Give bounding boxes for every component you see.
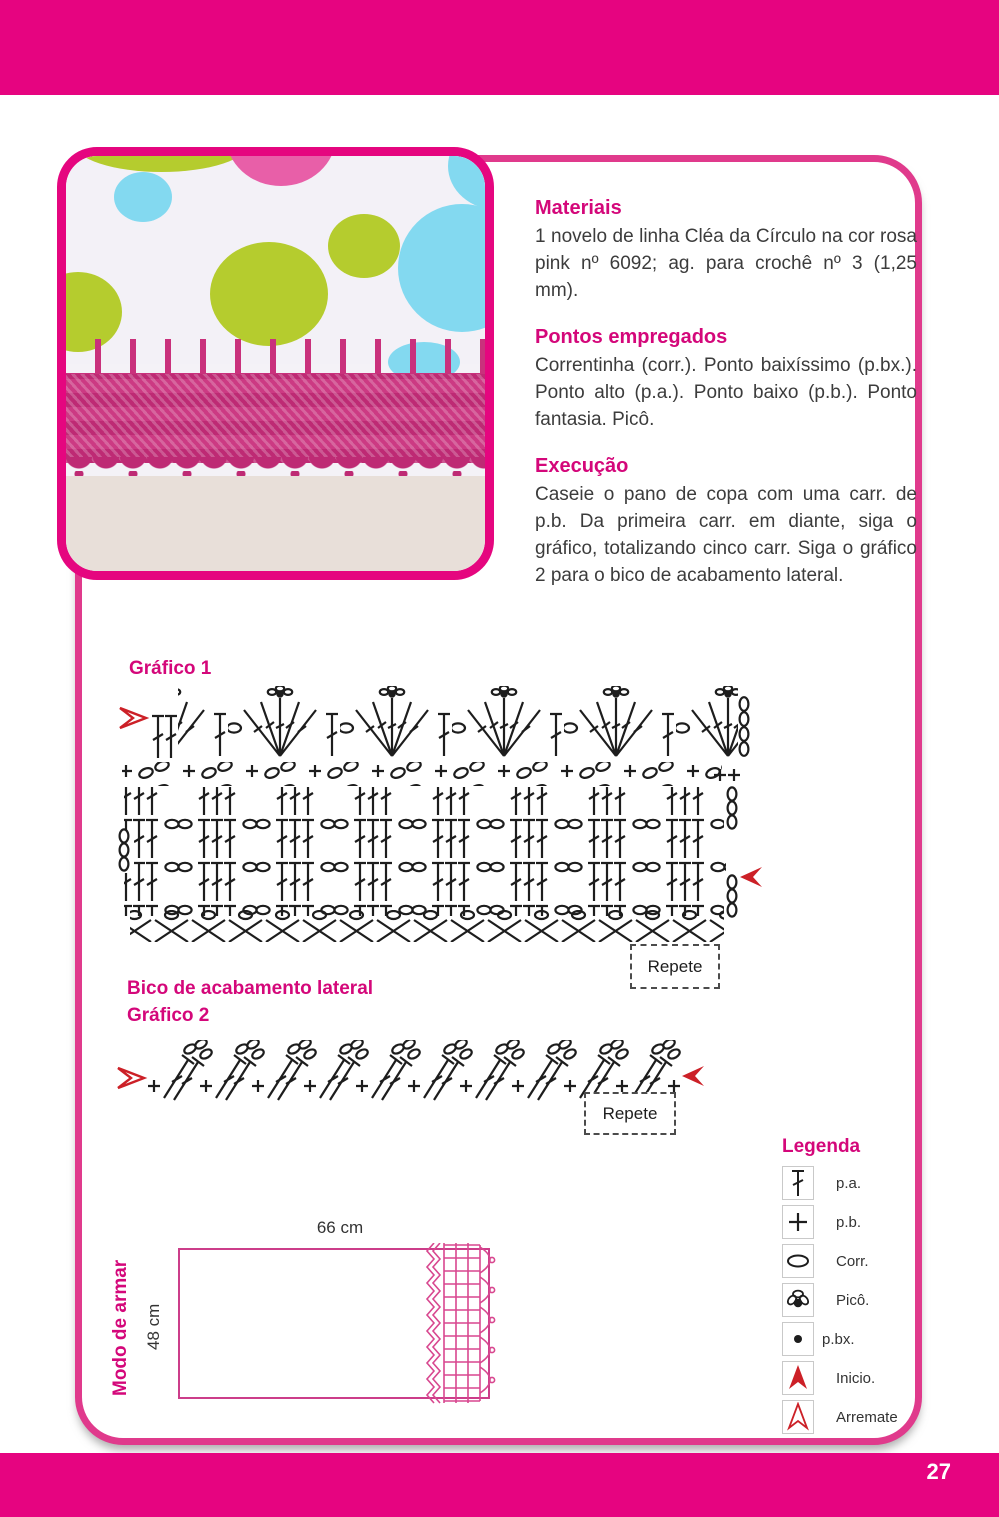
pbx-symbol	[782, 1322, 814, 1356]
repete-label: Repete	[602, 1103, 658, 1123]
legend-title: Legenda	[782, 1136, 861, 1157]
bottom-banner	[0, 1453, 999, 1517]
section-title: Pontos empregados	[535, 326, 728, 348]
grafico2-kicker: Bico de acabamento lateral	[127, 978, 374, 999]
inicio-arrow	[740, 867, 762, 887]
pa-row-1	[124, 787, 724, 830]
pa-symbol	[782, 1166, 814, 1200]
legend-item	[782, 1400, 992, 1434]
legend	[782, 1136, 992, 1439]
crochet-band	[66, 374, 485, 463]
section-execucao	[535, 455, 917, 589]
height-dimension-label: 48 cm	[144, 1303, 163, 1351]
legend-item	[782, 1166, 992, 1200]
pb-chain-row	[122, 762, 722, 786]
section-body: 1 novelo de linha Cléa da Círculo na cor rosa pink nº 6092; ag. para crochê nº 3 (1,25 mm).	[535, 226, 917, 301]
section-title: Materiais	[535, 197, 622, 219]
section-title: Execução	[535, 455, 629, 477]
section-body: Caseie o pano de copa com uma carr. de p.b. Da primeira carr. em diante, siga o gráfico, totalizando cinco carr. Siga o gráfico 2 para o bico de acabamento lateral.	[535, 484, 917, 586]
section-materiais	[535, 197, 917, 304]
grafico-1-diagram	[116, 686, 764, 942]
crochet-edge-photo	[57, 147, 494, 580]
pb-symbol	[782, 1205, 814, 1239]
section-pontos	[535, 326, 917, 433]
width-dimension-label: 66 cm	[316, 1218, 364, 1237]
legend-label: p.a.	[836, 1174, 862, 1192]
arremate-arrow	[782, 1400, 814, 1434]
legend-item	[782, 1322, 992, 1356]
legend-item	[782, 1283, 992, 1317]
top-banner	[0, 0, 999, 95]
grafico2-repete-box	[584, 1092, 676, 1135]
pa-row-3	[124, 873, 724, 916]
legend-label: p.bx.	[822, 1330, 855, 1348]
grafico2-title: Gráfico 2	[127, 1005, 210, 1026]
legend-label: Arremate	[836, 1408, 898, 1426]
inicio-arrow	[782, 1361, 814, 1395]
page-number: 27	[926, 1459, 951, 1484]
modo-de-armar-title: Modo de armar	[110, 1259, 131, 1397]
repete-label: Repete	[647, 956, 703, 976]
legend-label: Corr.	[836, 1252, 869, 1270]
pa-row-2	[134, 830, 726, 873]
picot-symbol	[782, 1283, 814, 1317]
section-body: Correntinha (corr.). Ponto baixíssimo (p.bx.). Ponto alto (p.a.). Ponto baixo (p.b.). Ponto fantasia. Picô.	[535, 355, 917, 430]
arremate-arrow	[120, 708, 146, 728]
arremate-arrow	[118, 1068, 144, 1088]
inicio-arrow	[682, 1066, 704, 1086]
chain-symbol	[782, 1244, 814, 1278]
fan-row	[178, 686, 738, 760]
caseado-zigzag-row	[130, 910, 724, 942]
stitch-posts	[66, 339, 485, 376]
table-surface	[66, 476, 485, 571]
legend-label: p.b.	[836, 1213, 862, 1231]
grafico1-repete-box	[630, 944, 720, 989]
legend-label: Inicio.	[836, 1369, 876, 1387]
instructions-column	[535, 197, 917, 611]
grafico1-title: Gráfico 1	[129, 658, 212, 679]
legend-item	[782, 1361, 992, 1395]
legend-item	[782, 1244, 992, 1278]
cloth-edging-diagram	[424, 1243, 500, 1404]
legend-label: Picô.	[836, 1291, 870, 1309]
legend-item	[782, 1205, 992, 1239]
polkadot-fabric	[66, 156, 485, 364]
